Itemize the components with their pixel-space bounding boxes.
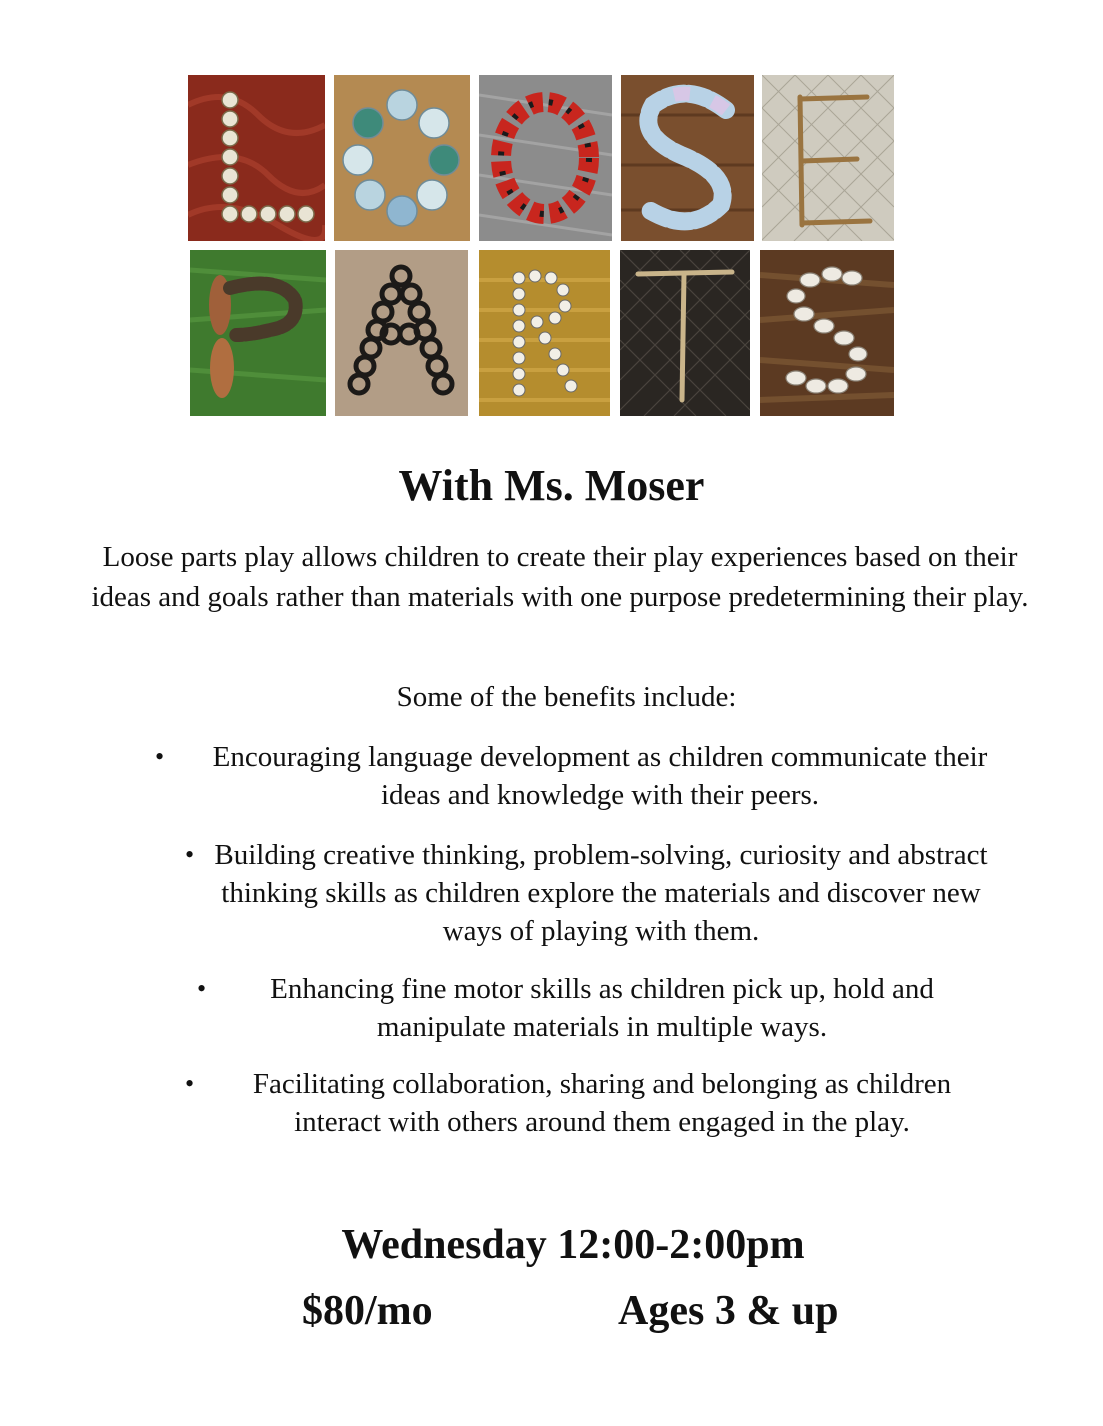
tile-letter-r-image (479, 250, 610, 416)
tile-letter-s-pebbles-image (760, 250, 894, 416)
benefit-item-4: Facilitating collaboration, sharing and belonging as children interact with others around them engaged in the play. (252, 1068, 952, 1138)
tile-letter-e-twigs-image (762, 75, 894, 241)
intro-paragraph: Loose parts play allows children to create their play experiences based on their ideas and goals rather than materials with one purpose predetermining their play. (91, 541, 1029, 613)
tile-letter-p-image (190, 250, 326, 416)
loose-parts-title-mosaic (188, 75, 894, 420)
tile-letter-o-image (334, 75, 470, 241)
tile-letter-t-image (620, 250, 750, 416)
age-range: Ages 3 & up (618, 1288, 839, 1334)
benefits-lead: Some of the benefits include: (396, 681, 737, 713)
bullet-2-icon: • (185, 840, 195, 869)
benefit-item-2: Building creative thinking, problem-solving, curiosity and abstract thinking skills as children explore the materials and discover new ways of playing with them. (214, 839, 988, 947)
class-schedule: Wednesday 12:00-2:00pm (341, 1222, 805, 1268)
benefit-item-1: Encouraging language development as children communicate their ideas and knowledge with their peers. (212, 741, 988, 811)
bullet-3-icon: • (197, 974, 207, 1003)
bullet-1-icon: • (155, 742, 165, 771)
tile-letter-l-image (188, 75, 325, 241)
instructor-heading: With Ms. Moser (398, 461, 705, 510)
bullet-4-icon: • (185, 1069, 195, 1098)
class-price: $80/mo (302, 1288, 433, 1334)
benefit-item-3: Enhancing fine motor skills as children pick up, hold and manipulate materials in multiple ways. (270, 973, 934, 1043)
tile-letter-s-chalk-image (621, 75, 754, 241)
tile-letter-a-image (335, 250, 468, 416)
tile-letter-o-leaves-image (479, 75, 612, 241)
